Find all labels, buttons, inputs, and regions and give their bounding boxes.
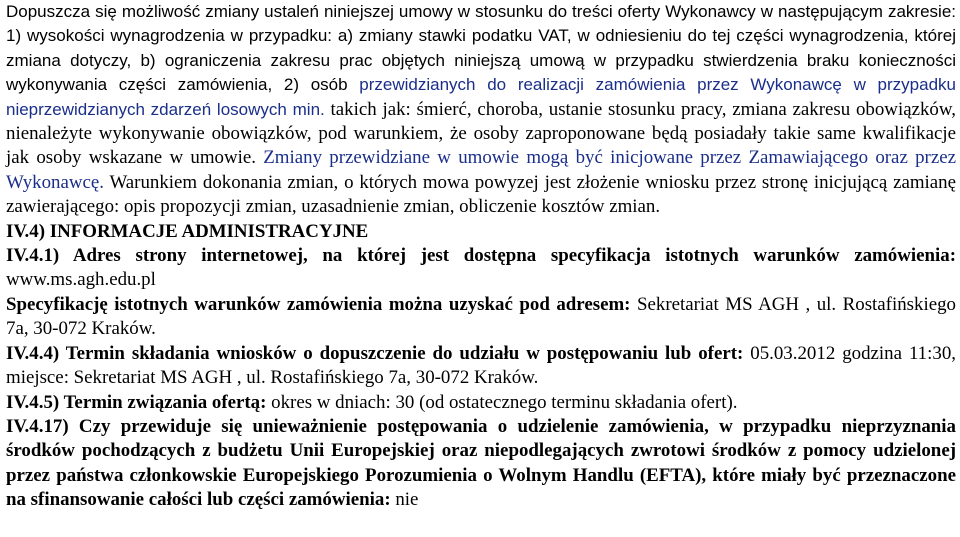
- section-heading: [6, 220, 956, 244]
- paragraph-iv45: [6, 391, 956, 415]
- spec-value: Sekretariat MS AGH , ul. Rostafińskiego 7a, 30-072 Kraków.: [6, 293, 956, 340]
- changes-text-black: takich jak: śmierć, choroba, ustanie stosunku pracy, zmiana zakresu obowiązków, nienależyte wykonywanie obowiązków, pod warunkiem, że osoby zaproponowane będą posiadały takie same kwalifikacje jak osoby wskazane w umowie.: [6, 98, 957, 169]
- paragraph-iv44: [6, 342, 956, 391]
- iv417-value: nie: [390, 489, 419, 511]
- changes-text-sans: Dopuszcza się możliwość zmiany ustaleń niniejszej umowy w stosunku do treści oferty Wykonawcy w następującym zakresie: 1) wysokości wynagrodzenia w przypadku: a) zmiany stawki podatku VAT, w odniesieniu do tej części wynagrodzenia, której zmiana dotyczy, b) ograniczenia zakresu prac objętych niniejszą umową w przypadku stwierdzenia braku konieczności wykonywania części zamówienia, 2) osób: [6, 2, 956, 95]
- iv41-label: IV.4.1) Adres strony internetowej, na której jest dostępna specyfikacja istotnych warunków zamówienia:: [6, 245, 956, 267]
- iv44-label: IV.4.4) Termin składania wniosków o dopuszczenie do udziału w postępowaniu lub ofert:: [6, 342, 744, 364]
- changes-text-black-2: Warunkiem dokonania zmian, o których mowa powyzej jest złożenie wniosku przez stronę inicjującą zamianę zawierającego: opis propozycji zmian, uzasadnienie zmian, obliczenie kosztów zmian.: [6, 171, 956, 218]
- paragraph-changes: [6, 0, 956, 220]
- iv45-value: okres w dniach: 30 (od ostatecznego terminu składania ofert).: [266, 391, 738, 413]
- spec-label: Specyfikację istotnych warunków zamówienia można uzyskać pod adresem:: [6, 293, 631, 315]
- paragraph-iv417: [6, 415, 956, 513]
- paragraph-iv41: [6, 244, 956, 293]
- iv417-label: IV.4.17) Czy przewiduje się unieważnienie postępowania o udzielenie zamówienia, w przypadku nieprzyznania środków pochodzących z budżetu Unii Europejskiej oraz niepodlegających zwrotowi środków z pomocy udzielonej przez państwa członkowskie Europejskiego Porozumienia o Wolnym Handlu (EFTA), które miały być przeznaczone na sfinansowanie całości lub części zamówienia:: [6, 415, 956, 511]
- changes-text-blue: przewidzianych do realizacji zamówienia przez Wykonawcę w przypadku nieprzewidzianych zdarzeń losowych min.: [6, 75, 956, 119]
- paragraph-spec: [6, 293, 956, 342]
- iv45-label: IV.4.5) Termin związania ofertą:: [6, 391, 267, 413]
- heading-iv4: IV.4) INFORMACJE ADMINISTRACYJNE: [6, 220, 369, 242]
- iv41-url[interactable]: www.ms.agh.edu.pl: [6, 269, 156, 291]
- changes-text-blue-2: Zmiany przewidziane w umowie mogą być inicjowane przez Zamawiającego oraz przez Wykonawcę.: [6, 147, 956, 193]
- iv44-value: 05.03.2012 godzina 11:30, miejsce: Sekretariat MS AGH , ul. Rostafińskiego 7a, 30-072 Kraków.: [6, 342, 956, 389]
